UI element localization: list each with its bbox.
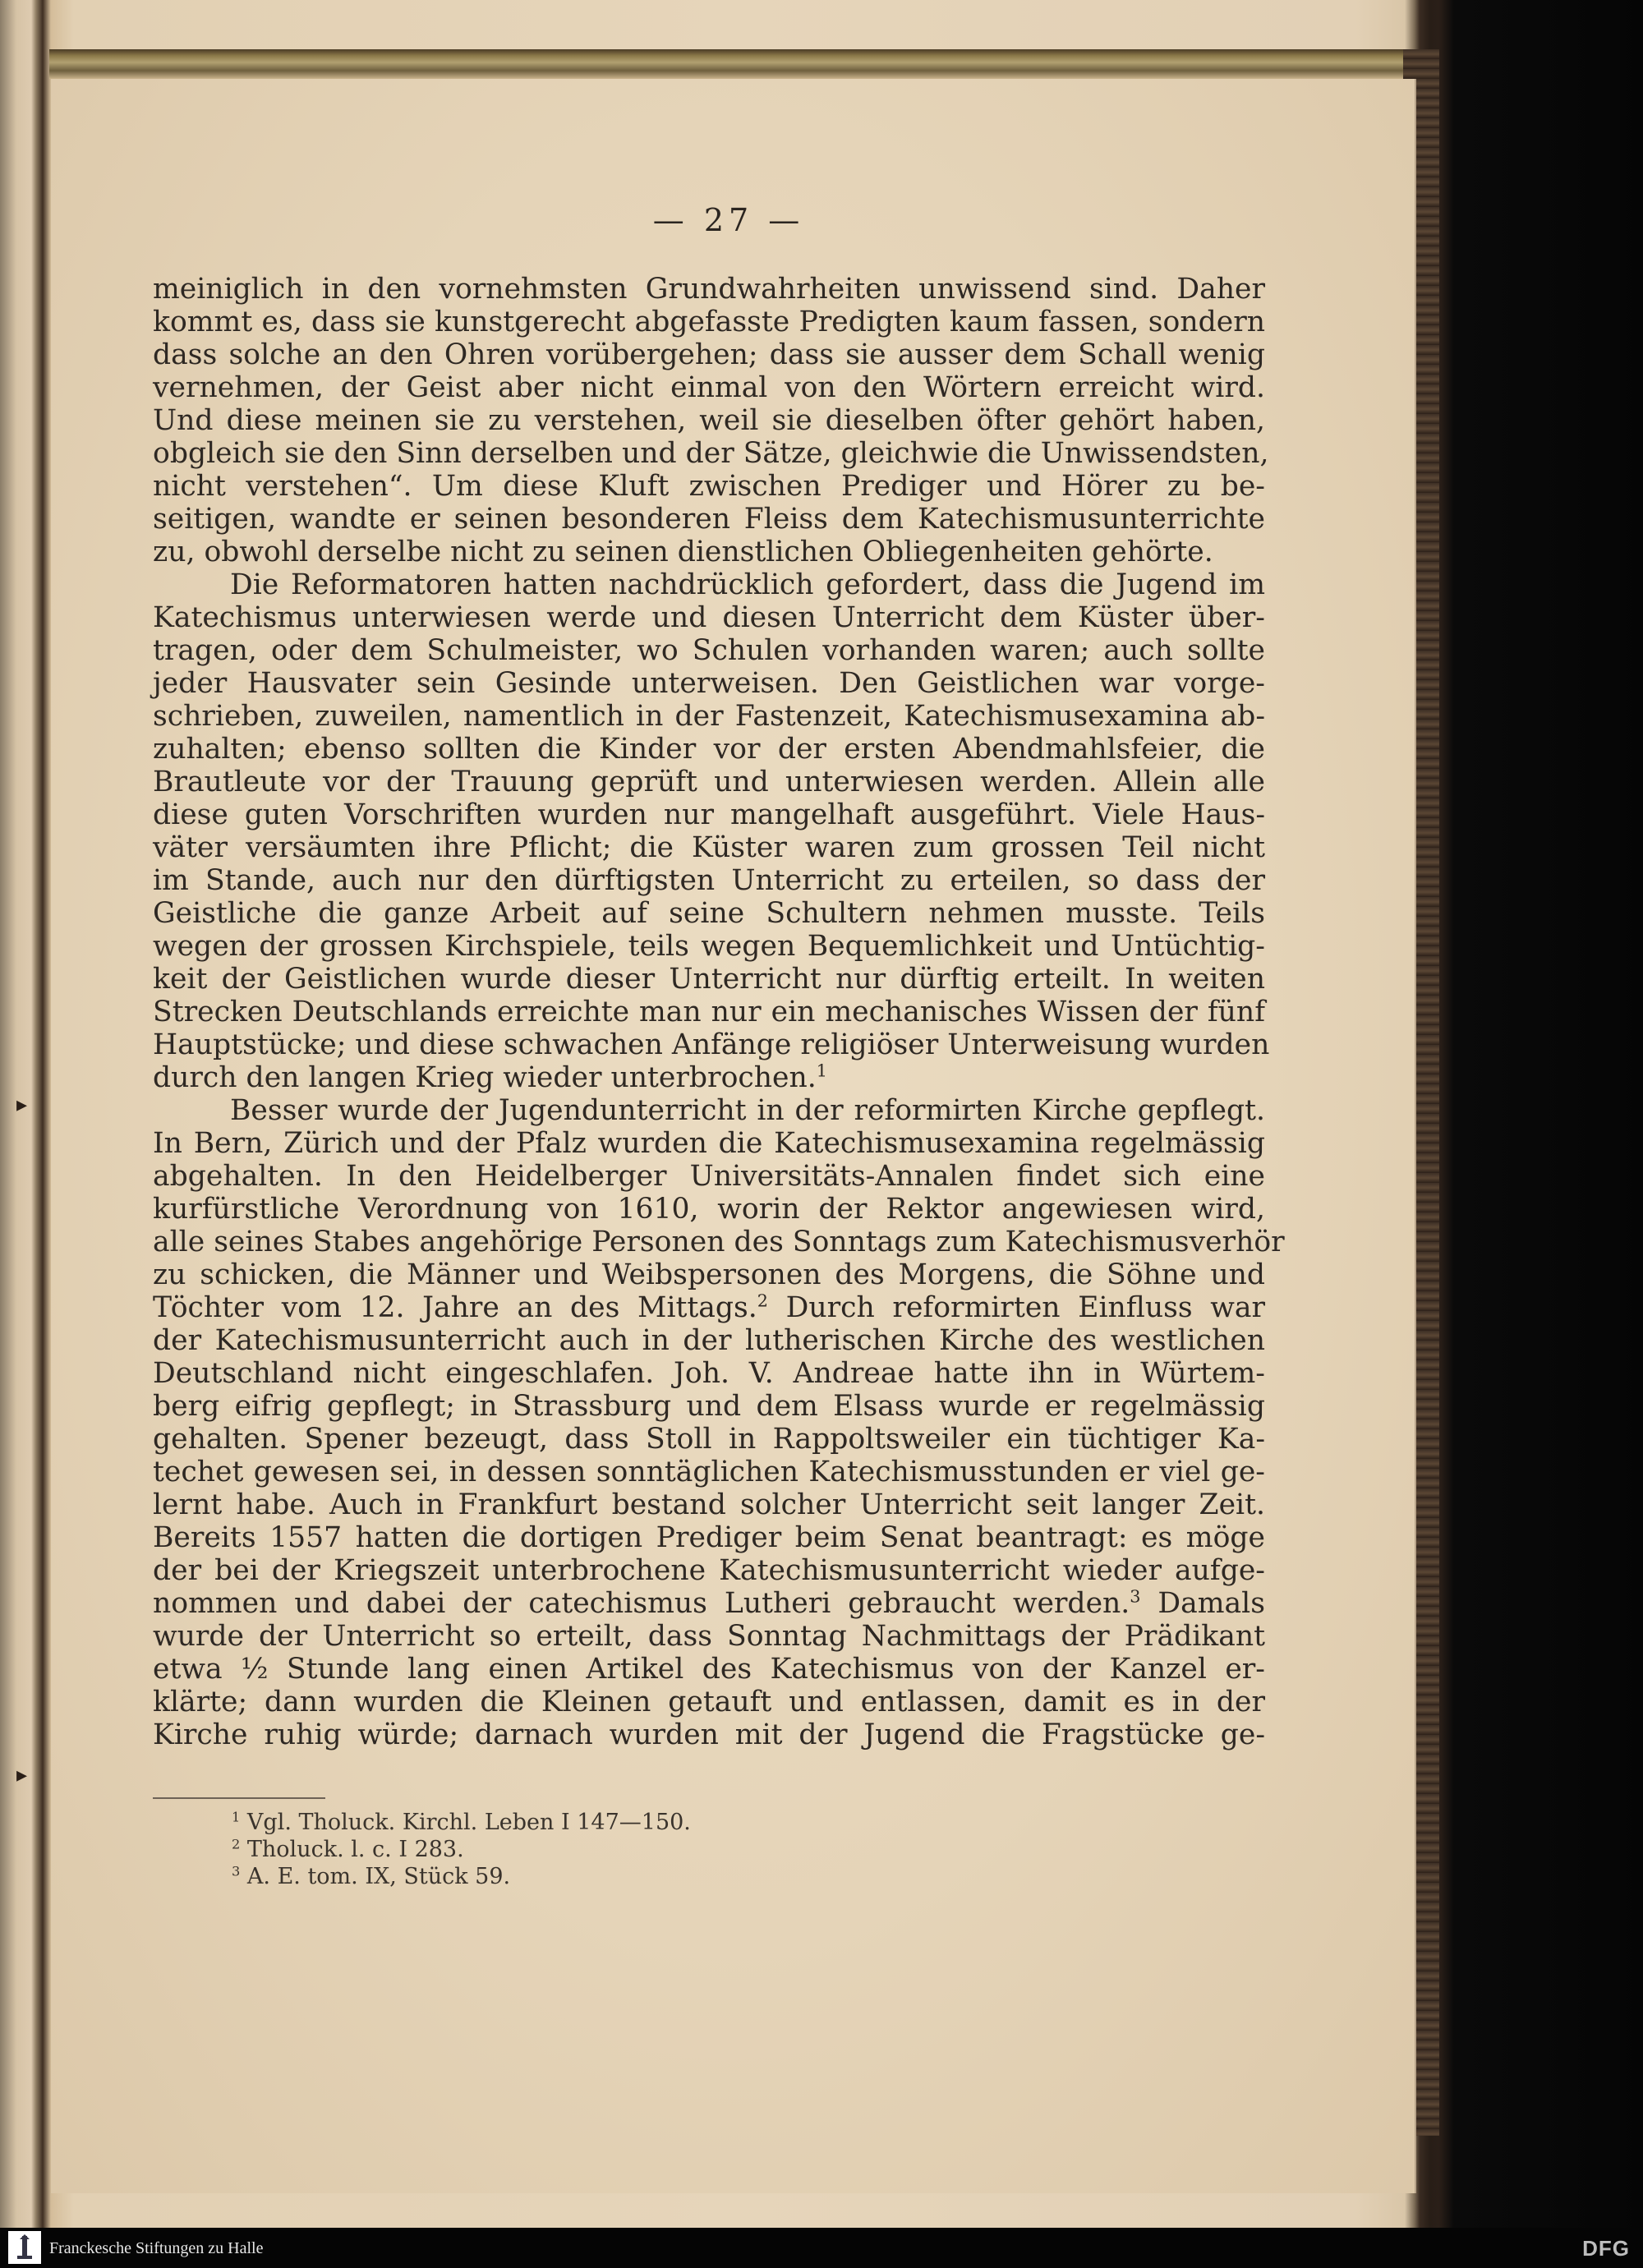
text-line: Die Reformatoren hatten nachdrücklich gefordert, dass die Jugend im xyxy=(230,568,1265,601)
text-line: jeder Hausvater sein Gesinde unterweisen. Den Geistlichen war vorge- xyxy=(153,667,1265,700)
book-top-edge xyxy=(49,49,1403,79)
text-line: meiniglich in den vornehmsten Grundwahrheiten unwissend sind. Daher xyxy=(153,273,1265,306)
text-line: In Bern, Zürich und der Pfalz wurden die Katechismusexamina regelmässig xyxy=(153,1127,1265,1160)
text-line: obgleich sie den Sinn derselben und der Sätze, gleichwie die Unwissendsten, xyxy=(153,437,1269,470)
text-line: zu, obwohl derselbe nicht zu seinen dienstlichen Obliegenheiten gehörte. xyxy=(153,536,1213,568)
text-line: Und diese meinen sie zu verstehen, weil sie dieselben öfter gehört haben, xyxy=(153,404,1265,437)
text-line: schrieben, zuweilen, namentlich in der Fastenzeit, Katechismusexamina ab- xyxy=(153,700,1265,733)
footnote-reference: 1 xyxy=(816,1060,827,1081)
text-line: väter versäumten ihre Pflicht; die Küster waren zum grossen Teil nicht xyxy=(153,831,1265,864)
text-line: wegen der grossen Kirchspiele, teils wegen Bequemlichkeit und Untüchtig- xyxy=(153,930,1265,963)
text-line: klärte; dann wurden die Kleinen getauft und entlassen, damit es in der xyxy=(153,1686,1265,1718)
text-line: alle seines Stabes angehörige Personen des Sonntags zum Katechismusverhör xyxy=(153,1226,1285,1258)
text-line: Bereits 1557 hatten die dortigen Prediger beim Senat beantragt: es möge xyxy=(153,1521,1265,1554)
dfg-logo: DFG xyxy=(1582,2236,1630,2261)
footnote-reference: 3 xyxy=(1130,1586,1141,1607)
text-line: der Katechismusunterricht auch in der lutherischen Kirche des westlichen xyxy=(153,1324,1265,1357)
text-line: techet gewesen sei, in dessen sonntäglichen Katechismusstunden er viel ge- xyxy=(153,1456,1265,1488)
footnote: $^1$ Vgl. Tholuck. Kirchl. Leben I 147—150. xyxy=(232,1809,691,1835)
footnote-reference: 2 xyxy=(757,1290,768,1311)
text-line: lernt habe. Auch in Frankfurt bestand solcher Unterricht seit langer Zeit. xyxy=(153,1488,1265,1521)
book-page xyxy=(51,79,1416,2193)
text-line: tragen, oder dem Schulmeister, wo Schulen vorhanden waren; auch sollte xyxy=(153,634,1265,667)
text-line: nicht verstehen“. Um diese Kluft zwischen Prediger und Hörer zu be- xyxy=(153,470,1265,503)
text-line: keit der Geistlichen wurde dieser Unterricht nur dürftig erteilt. In weiten xyxy=(153,963,1265,996)
margin-mark: ▸ xyxy=(16,1093,28,1117)
text-line: Strecken Deutschlands erreichte man nur ein mechanisches Wissen der fünf xyxy=(153,996,1265,1028)
text-line: durch den langen Krieg wieder unterbrochen.$^1$ xyxy=(153,1060,827,1094)
text-line: diese guten Vorschriften wurden nur mangelhaft ausgeführt. Viele Haus- xyxy=(153,798,1265,831)
text-line: vernehmen, der Geist aber nicht einmal von den Wörtern erreicht wird. xyxy=(153,371,1265,404)
text-line: wurde der Unterricht so erteilt, dass Sonntag Nachmittags der Prädikant xyxy=(153,1620,1265,1653)
footnote: $^3$ A. E. tom. IX, Stück 59. xyxy=(232,1863,511,1889)
institution-logo-icon xyxy=(8,2231,41,2264)
text-line: Brautleute vor der Trauung geprüft und unterwiesen werden. Allein alle xyxy=(153,766,1265,798)
text-line: seitigen, wandte er seinen besonderen Fleiss dem Katechismusunterrichte xyxy=(153,503,1265,536)
text-line: nommen und dabei der catechismus Lutheri gebraucht werden.$^3$ Damals xyxy=(153,1586,1265,1620)
text-line: berg eifrig gepflegt; in Strassburg und dem Elsass wurde er regelmässig xyxy=(153,1390,1265,1423)
text-line: kurfürstliche Verordnung von 1610, worin der Rektor angewiesen wird, xyxy=(153,1193,1265,1226)
text-line: etwa ½ Stunde lang einen Artikel des Katechismus von der Kanzel er- xyxy=(153,1653,1265,1686)
text-line: im Stande, auch nur den dürftigsten Unterricht zu erteilen, so dass der xyxy=(153,864,1265,897)
text-line: Deutschland nicht eingeschlafen. Joh. V. Andreae hatte ihn in Würtem- xyxy=(153,1357,1265,1390)
body-text xyxy=(153,273,1285,1751)
text-line: Besser wurde der Jugendunterricht in der reformirten Kirche gepflegt. xyxy=(230,1094,1265,1127)
text-line: Hauptstücke; und diese schwachen Anfänge religiöser Unterweisung wurden xyxy=(153,1028,1270,1061)
text-line: Töchter vom 12. Jahre an des Mittags.$^2$ Durch reformirten Einfluss war xyxy=(153,1290,1265,1324)
text-line: zuhalten; ebenso sollten die Kinder vor der ersten Abendmahlsfeier, die xyxy=(153,733,1265,766)
text-line: Geistliche die ganze Arbeit auf seine Schultern nehmen musste. Teils xyxy=(153,897,1265,930)
margin-mark: ▸ xyxy=(16,1763,28,1787)
footnotes xyxy=(232,1809,971,1890)
footnote: $^2$ Tholuck. l. c. I 283. xyxy=(232,1836,464,1862)
text-line: dass solche an den Ohren vorübergehen; dass sie ausser dem Schall wenig xyxy=(153,338,1265,371)
viewer-footer xyxy=(0,2228,1643,2268)
text-line: Katechismus unterwiesen werde und diesen Unterricht dem Küster über- xyxy=(153,601,1265,634)
text-line: gehalten. Spener bezeugt, dass Stoll in Rappoltsweiler ein tüchtiger Ka- xyxy=(153,1423,1265,1456)
text-line: Kirche ruhig würde; darnach wurden mit der Jugend die Fragstücke ge- xyxy=(153,1718,1265,1751)
institution-name: Franckesche Stiftungen zu Halle xyxy=(49,2239,264,2257)
text-line: zu schicken, die Männer und Weibspersonen des Morgens, die Söhne und xyxy=(153,1258,1265,1291)
footnote-divider xyxy=(153,1797,325,1799)
page-number: — 27 — xyxy=(652,202,805,238)
text-line: kommt es, dass sie kunstgerecht abgefasste Predigten kaum fassen, sondern xyxy=(153,306,1265,338)
text-line: der bei der Kriegszeit unterbrochene Katechismusunterricht wieder aufge- xyxy=(153,1554,1265,1587)
text-line: abgehalten. In den Heidelberger Universitäts-Annalen findet sich eine xyxy=(153,1160,1265,1193)
